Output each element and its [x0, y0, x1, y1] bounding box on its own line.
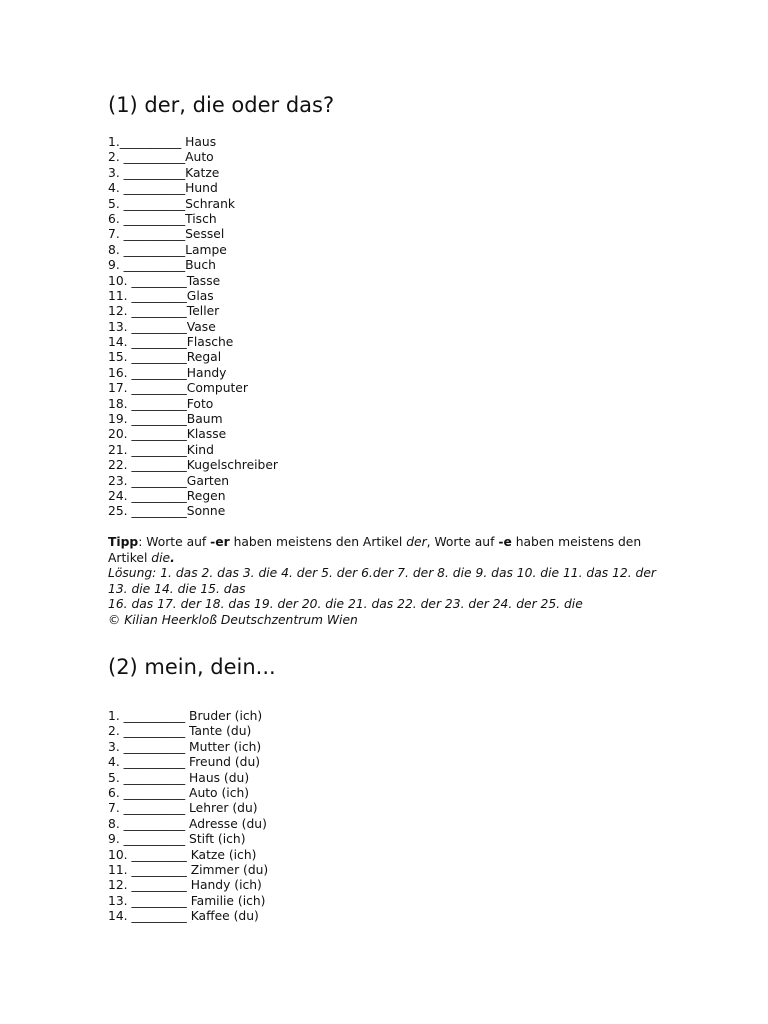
list-item: 18. _________Foto [108, 396, 214, 411]
list-item: 12. _________Teller [108, 304, 220, 319]
list-item: 5. __________Schrank [108, 196, 235, 211]
list-item: 22. _________Kugelschreiber [108, 458, 278, 473]
tip-and-solution-block [108, 535, 668, 629]
list-item: 13. _________ Familie (ich) [108, 893, 266, 908]
tip-line-2 [108, 551, 668, 567]
list-item: 16. _________Handy [108, 365, 227, 380]
tip-article-der: der [406, 535, 427, 549]
list-item: 4. __________Hund [108, 181, 218, 196]
list-item: 2. __________ Tante (du) [108, 724, 252, 739]
list-item: 2. __________Auto [108, 150, 214, 165]
list-item: 21. _________Kind [108, 442, 214, 457]
list-item: 3. __________Katze [108, 165, 220, 180]
list-item: 3. __________ Mutter (ich) [108, 739, 262, 754]
tip-ending-e: e [503, 535, 512, 549]
section-1-title: (1) der, die oder das? [108, 93, 335, 117]
solution-line-3: 16. das 17. der 18. das 19. der 20. die 21. das 22. der 23. der 24. der 25. die [108, 597, 583, 612]
tip-text: : Worte auf [138, 535, 211, 549]
list-item: 11. _________ Zimmer (du) [108, 862, 269, 877]
list-item: 10. _________Tasse [108, 273, 221, 288]
list-item: 25. _________Sonne [108, 504, 226, 519]
list-item: 8. __________Lampe [108, 242, 227, 257]
tip-dash: - [498, 535, 504, 549]
list-item: 9. __________Buch [108, 258, 216, 273]
list-item: 6. __________Tisch [108, 211, 217, 226]
list-item: 13. _________Vase [108, 319, 216, 334]
tip-dash: - [210, 535, 216, 549]
list-item: 7. __________ Lehrer (du) [108, 801, 258, 816]
solution-line-1: Lösung: 1. das 2. das 3. die 4. der 5. der 6.der 7. der 8. die 9. das 10. die 11. das 12. der [108, 566, 656, 581]
list-item: 23. _________Garten [108, 473, 230, 488]
list-item: 8. __________ Adresse (du) [108, 816, 267, 831]
list-item: 19. _________Baum [108, 412, 223, 427]
possessive-exercise-list [108, 709, 268, 924]
list-item: 7. __________Sessel [108, 227, 225, 242]
list-item: 20. _________Klasse [108, 427, 227, 442]
list-item: 14. _________Flasche [108, 335, 234, 350]
solution-line-2: 13. die 14. die 15. das [108, 581, 246, 596]
tip-text: haben meistens den [511, 535, 642, 549]
list-item: 5. __________ Haus (du) [108, 770, 250, 785]
list-item: 6. __________ Auto (ich) [108, 785, 250, 800]
section-2-title: (2) mein, dein... [108, 655, 276, 679]
list-item: 1.__________ Haus [108, 135, 217, 149]
article-exercise-list [108, 135, 278, 520]
list-item: 14. _________ Kaffee (du) [108, 909, 259, 924]
tip-text: , Worte auf [426, 535, 499, 549]
list-item: 24. _________Regen [108, 488, 226, 503]
list-item: 1. __________ Bruder (ich) [108, 709, 263, 723]
copyright-line: © Kilian Heerkloß Deutschzentrum Wien [108, 612, 358, 627]
tip-period: . [170, 550, 175, 565]
tip-text: Artikel [108, 550, 152, 565]
list-item: 9. __________ Stift (ich) [108, 832, 246, 847]
list-item: 15. _________Regal [108, 350, 222, 365]
tip-ending-er: er [215, 535, 230, 549]
tip-text: haben meistens den Artikel [229, 535, 407, 549]
list-item: 11. _________Glas [108, 288, 214, 303]
list-item: 17. _________Computer [108, 381, 248, 396]
tip-line-1 [108, 535, 668, 551]
tip-label: Tipp [108, 535, 139, 549]
list-item: 4. __________ Freund (du) [108, 755, 261, 770]
tip-article-die: die [151, 550, 171, 565]
list-item: 12. _________ Handy (ich) [108, 878, 262, 893]
list-item: 10. _________ Katze (ich) [108, 847, 257, 862]
